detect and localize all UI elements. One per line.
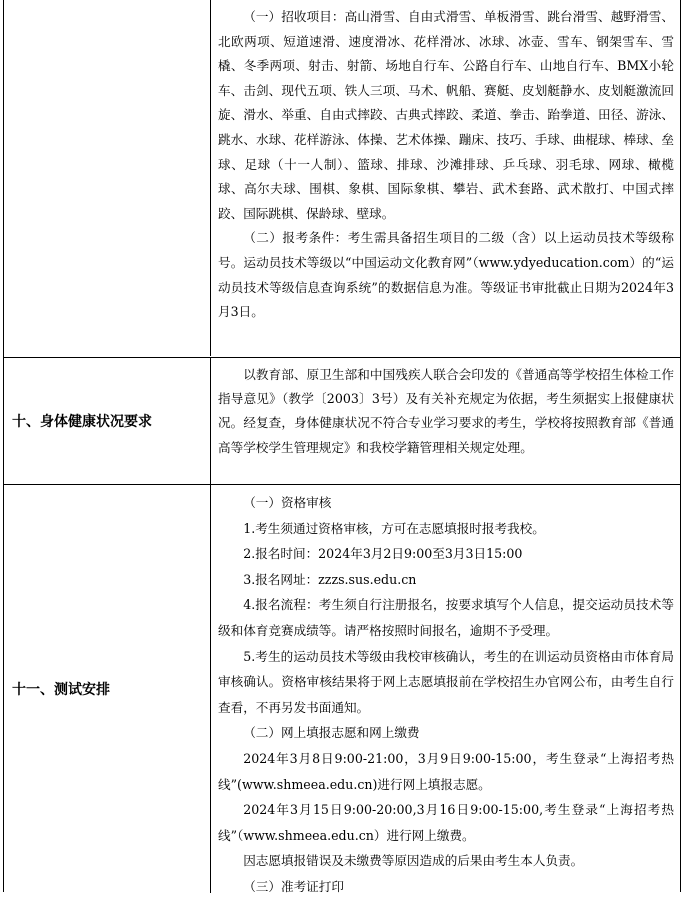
row-label-cell: [4, 485, 211, 893]
health-requirements-paragraph: 以教育部、原卫生部和中国残疾人联合会印发的《普通高等学校招生体检工作指导意见》（教学〔2003〕3号）及有关补充规定为依据，考生须据实上报健康状况。经复查，身体健康状况不符合专业学习要求的考生，学校将按照教育部《普通高等学校学生管理规定》和我校学籍管理相关规定处理。: [218, 367, 674, 455]
section-heading-qualification: （一）资格审核: [243, 495, 332, 510]
row-content-cell: [211, 0, 680, 356]
list-item: 因志愿填报错误及未缴费等原因造成的后果由考生本人负责。: [243, 853, 584, 869]
row-content-cell: [211, 358, 680, 484]
row-label-health: 十、身体健康状况要求: [12, 414, 152, 430]
table-row: [4, 357, 680, 484]
list-item: 2024年3月15日9:00-20:00,3月16日9:00-15:00,考生登录“上海招考热线”（www.shmeea.edu.cn）进行网上缴费。: [218, 802, 674, 843]
list-item: 5.考生的运动员技术等级由我校审核确认，考生的在训运动员资格由市体育局审核确认。资格审核结果将于网上志愿填报前在学校招生办官网公布，由考生自行查看，不再另发书面通知。: [218, 648, 674, 715]
section-heading-admission-ticket: （三）准考证打印: [243, 878, 344, 894]
row-label-cell: [4, 358, 211, 484]
list-item: 2024年3月8日9:00-21:00，3月9日9:00-15:00，考生登录“上海招考热线”(www.shmeea.edu.cn)进行网上填报志愿。: [218, 750, 674, 792]
application-conditions-paragraph: （二）报考条件：考生需具备招生项目的二级（含）以上运动员技术等级称号。运动员技术等级以“中国运动文化教育网”（www.ydyeducation.com）的“运动员技术等级信息查询系统”的数据信息为准。等级证书审批截止日期为2024年3月3日。: [218, 230, 674, 320]
list-item: 3.报名网址：zzzs.sus.edu.cn: [243, 571, 417, 587]
admission-table: [3, 0, 681, 892]
row-label-test-arrangement: 十一、测试安排: [12, 682, 110, 698]
row-content-cell: [211, 485, 680, 893]
list-item: 4.报名流程：考生须自行注册报名，按要求填写个人信息，提交运动员技术等级和体育竞赛成绩等。请严格按照时间报名，逾期不予受理。: [218, 597, 674, 638]
table-row: [4, 0, 680, 356]
row-label-cell: [4, 0, 211, 356]
section-heading-online-application: （二）网上填报志愿和网上缴费: [243, 725, 420, 741]
table-row: [4, 484, 680, 893]
list-item: 2.报名时间：2024年3月2日9:00至3月3日15:00: [243, 546, 523, 562]
recruitment-items-paragraph: （一）招收项目：高山滑雪、自由式滑雪、单板滑雪、跳台滑雪、越野滑雪、北欧两项、短道速滑、速度滑冰、花样滑冰、冰球、冰壶、雪车、钢架雪车、雪橇、冬季两项、射击、射箭、场地自行车、公路自行车、山地自行车、BMX小轮车、击剑、现代五项、铁人三项、马术、帆船、赛艇、皮划艇静水、皮划艇激流回旋、滑水、举重、自由式摔跤、古典式摔跤、柔道、拳击、跆拳道、田径、游泳、跳水、水球、花样游泳、体操、艺术体操、蹦床、技巧、手球、曲棍球、棒球、垒球、足球（十一人制）、篮球、排球、沙滩排球、乒乓球、羽毛球、网球、橄榄球、高尔夫球、围棋、象棋、国际象棋、攀岩、武术套路、武术散打、中国式摔跤、国际跳棋、保龄球、壁球。: [218, 9, 674, 221]
list-item: 1.考生须通过资格审核，方可在志愿填报时报考我校。: [243, 520, 545, 536]
